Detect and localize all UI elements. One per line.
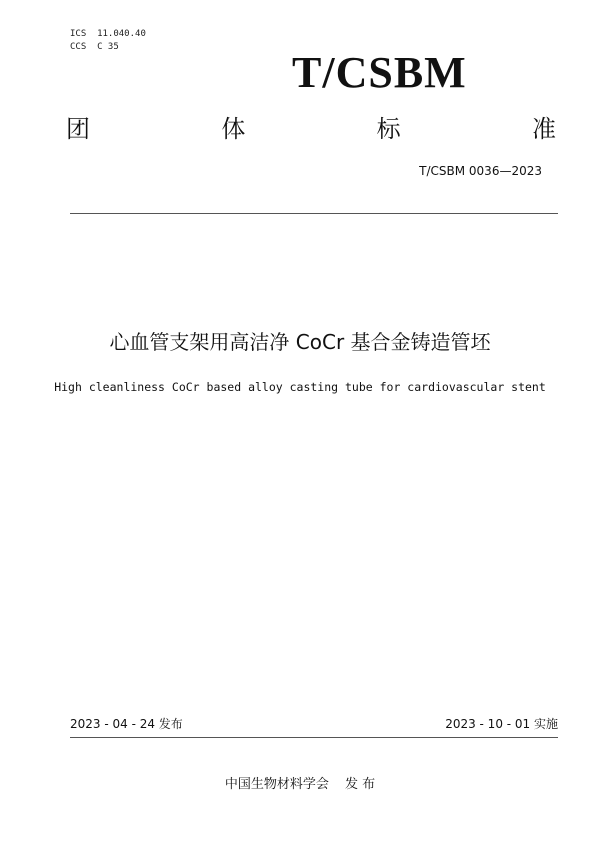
standard-type-char: 标 [376, 115, 401, 143]
publisher-action: 发 布 [344, 777, 376, 792]
document-title-english: High cleanliness CoCr based alloy casting tube for cardiovascular stent [54, 380, 546, 394]
ics-code: ICS 11.040.40 [70, 29, 146, 39]
header-divider [70, 213, 558, 214]
footer-divider [70, 737, 558, 738]
standard-type-char: 体 [221, 115, 246, 143]
ccs-code: CCS C 35 [70, 42, 119, 52]
standard-type-char: 准 [531, 115, 556, 143]
classification-codes [70, 28, 146, 54]
implementation-date: 2023 - 10 - 01 实施 [445, 717, 558, 731]
standard-number: T/CSBM 0036—2023 [419, 164, 542, 178]
issue-date: 2023 - 04 - 24 发布 [70, 717, 183, 731]
standard-type-char: 团 [66, 115, 90, 143]
publisher-organization: 中国生物材料学会 [224, 777, 329, 792]
publisher-line [0, 775, 600, 795]
standard-logo: T/CSBM [292, 48, 467, 97]
document-title-chinese: 心血管支架用高洁净 CoCr 基合金铸造管坯 [109, 330, 491, 354]
standard-type-heading [66, 112, 556, 146]
